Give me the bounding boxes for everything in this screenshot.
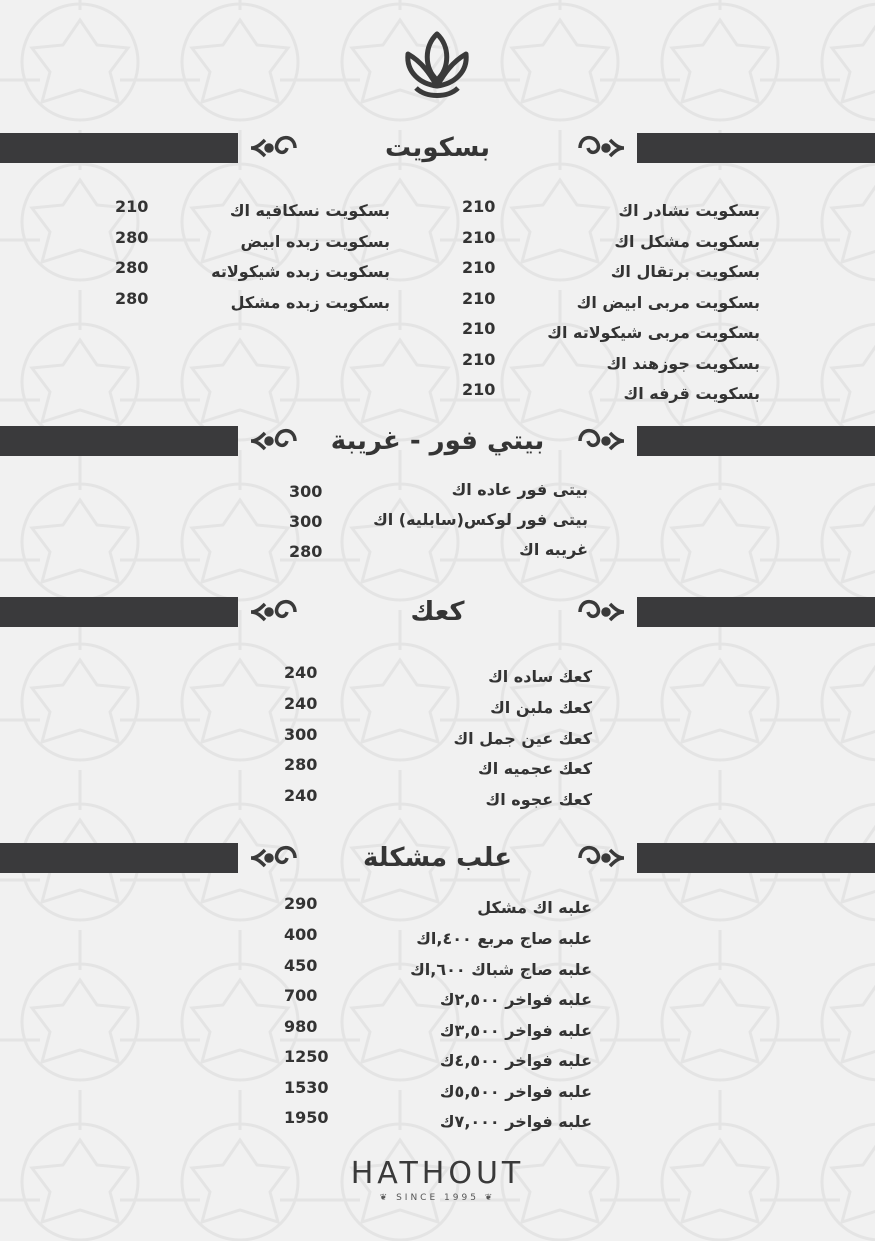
item-name: علبه صاج شباك ٦٠٠,اك <box>410 960 592 979</box>
swirl-ornament-icon <box>247 840 299 876</box>
brand-since <box>300 1193 575 1203</box>
section-title: بسكويت <box>385 133 490 163</box>
item-price: 300 <box>284 725 318 744</box>
item-name: كعك ملبن اك <box>490 698 592 717</box>
section-title: علب مشكلة <box>362 843 512 873</box>
flourish-icon: ❦ <box>379 1193 397 1203</box>
menu-item <box>282 787 592 813</box>
section-title: كعك <box>410 597 465 627</box>
menu-item <box>110 290 390 316</box>
item-name: بسكويت نسكافيه اك <box>229 201 390 220</box>
menu-item <box>440 351 760 377</box>
since-text: SINCE 1995 <box>396 1193 479 1203</box>
item-price: 210 <box>462 258 496 277</box>
header-bar-left <box>0 133 238 163</box>
swirl-ornament-icon <box>576 594 628 630</box>
item-price: 280 <box>115 258 149 277</box>
menu-item <box>110 198 390 224</box>
item-name: كعك عين جمل اك <box>453 729 592 748</box>
item-name: علبه صاج مربع ٤٠٠,اك <box>416 929 592 948</box>
header-bar-right <box>637 597 875 627</box>
swirl-ornament-icon <box>576 423 628 459</box>
item-name: بسكويت نشادر اك <box>618 201 760 220</box>
section-title: بيتي فور - غريبة <box>330 426 545 456</box>
menu-item <box>282 756 592 782</box>
menu-item <box>282 957 592 983</box>
menu-item <box>285 477 588 503</box>
item-price: 980 <box>284 1017 318 1036</box>
item-name: بسكويت زبده شيكولاته <box>211 262 390 281</box>
menu-item <box>282 1079 592 1105</box>
menu-item <box>282 726 592 752</box>
menu-item <box>282 1018 592 1044</box>
header-bar-right <box>637 426 875 456</box>
menu-item <box>282 1048 592 1074</box>
item-name: بسكويت مشكل اك <box>614 232 760 251</box>
item-price: 300 <box>289 482 323 501</box>
menu-item <box>440 381 760 407</box>
menu-item <box>285 537 588 563</box>
menu-item <box>110 259 390 285</box>
item-name: كعك ساده اك <box>488 667 592 686</box>
item-name: بسكويت برتقال اك <box>610 262 760 281</box>
item-name: بسكويت زبده مشكل <box>230 293 390 312</box>
menu-item <box>440 229 760 255</box>
item-price: 1250 <box>284 1047 329 1066</box>
item-price: 450 <box>284 956 318 975</box>
item-name: علبه فواخر ٢,٥٠٠ك <box>439 990 592 1009</box>
item-name: كعك عجوه اك <box>485 790 592 809</box>
section-header-petit-four <box>0 426 875 456</box>
item-price: 240 <box>284 786 318 805</box>
item-price: 210 <box>462 380 496 399</box>
item-name: كعك عجميه اك <box>478 759 592 778</box>
item-price: 280 <box>115 289 149 308</box>
section-header-biscuits <box>0 133 875 163</box>
section-header-mixed-boxes <box>0 843 875 873</box>
menu-item <box>285 507 588 533</box>
header-bar-left <box>0 843 238 873</box>
menu-item <box>440 198 760 224</box>
item-name: علبه فواخر ٣,٥٠٠ك <box>439 1021 592 1040</box>
swirl-ornament-icon <box>576 840 628 876</box>
item-price: 280 <box>289 542 323 561</box>
item-name: علبه فواخر ٧,٠٠٠ك <box>439 1112 592 1131</box>
item-price: 210 <box>462 289 496 308</box>
swirl-ornament-icon <box>247 130 299 166</box>
item-price: 210 <box>462 197 496 216</box>
item-name: علبه فواخر ٤,٥٠٠ك <box>439 1051 592 1070</box>
item-price: 1530 <box>284 1078 329 1097</box>
item-name: بسكويت زبده ابيض <box>240 232 390 251</box>
menu-item <box>110 229 390 255</box>
menu-item <box>282 926 592 952</box>
item-name: بسكويت جوزهند اك <box>606 354 760 373</box>
menu-item <box>282 987 592 1013</box>
item-price: 700 <box>284 986 318 1005</box>
swirl-ornament-icon <box>576 130 628 166</box>
item-price: 290 <box>284 894 318 913</box>
item-price: 400 <box>284 925 318 944</box>
swirl-ornament-icon <box>247 594 299 630</box>
header-bar-left <box>0 426 238 456</box>
item-price: 210 <box>115 197 149 216</box>
item-price: 240 <box>284 663 318 682</box>
lotus-logo-icon <box>400 28 474 104</box>
item-name: بيتى فور لوكس(سابليه) اك <box>373 510 588 529</box>
item-price: 280 <box>115 228 149 247</box>
flourish-icon: ❦ <box>478 1193 496 1203</box>
brand-name: HATHOUT <box>350 1156 525 1191</box>
item-name: غريبه اك <box>519 540 588 559</box>
item-price: 240 <box>284 694 318 713</box>
item-name: بسكويت مربى ابيض اك <box>576 293 760 312</box>
header-bar-left <box>0 597 238 627</box>
item-name: علبه اك مشكل <box>477 898 592 917</box>
item-price: 300 <box>289 512 323 531</box>
header-bar-right <box>637 843 875 873</box>
menu-item <box>282 1109 592 1135</box>
header-bar-right <box>637 133 875 163</box>
menu-item <box>282 895 592 921</box>
item-price: 210 <box>462 350 496 369</box>
item-price: 210 <box>462 319 496 338</box>
section-header-kahk <box>0 597 875 627</box>
menu-item <box>440 320 760 346</box>
item-name: علبه فواخر ٥,٥٠٠ك <box>439 1082 592 1101</box>
item-price: 210 <box>462 228 496 247</box>
menu-item <box>440 259 760 285</box>
item-name: بسكويت مربى شيكولاته اك <box>547 323 760 342</box>
item-price: 1950 <box>284 1108 329 1127</box>
menu-item <box>282 664 592 690</box>
menu-item <box>440 290 760 316</box>
item-price: 280 <box>284 755 318 774</box>
item-name: بيتى فور عاده اك <box>451 480 588 499</box>
item-name: بسكويت قرفه اك <box>623 384 760 403</box>
menu-item <box>282 695 592 721</box>
swirl-ornament-icon <box>247 423 299 459</box>
